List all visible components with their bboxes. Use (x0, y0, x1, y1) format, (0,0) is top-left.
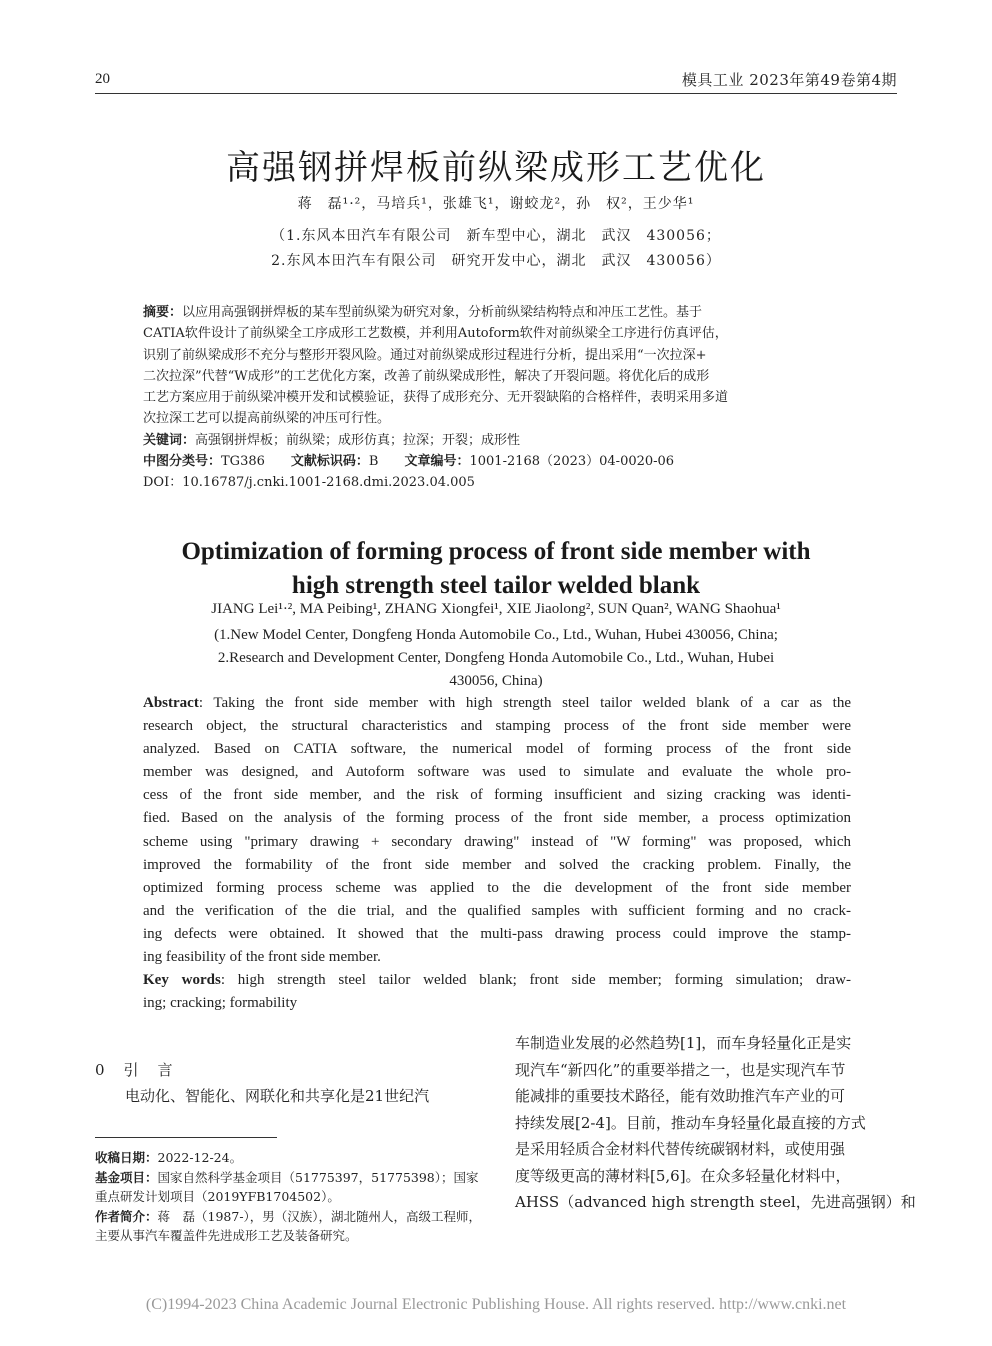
title-en (0, 535, 992, 603)
copyright-footer: (C)1994-2023 China Academic Journal Electronic Publishing House. All rights reserved. http://www.cnki.net (145, 1296, 847, 1313)
keywords-cn-label: 关键词： (143, 432, 196, 448)
body-line: 持续发展[2-4]。目前，推动车身轻量化最直接的方式 (515, 1113, 866, 1132)
abstract-en-line: ing feasibility of the front side member. (143, 949, 381, 966)
affiliation-en-line: (1.New Model Center, Dongfeng Honda Automobile Co., Ltd., Wuhan, Hubei 430056, China; (214, 627, 778, 643)
body-right-text (515, 1030, 916, 1216)
fund-text: 国家自然科学基金项目（51775397，51775398）；国家 (157, 1169, 479, 1185)
body-line: 能减排的重要技术路径，能有效助推汽车产业的可 (515, 1087, 846, 1105)
clc-value: TG386 (221, 454, 265, 470)
abstract-en-line: : Taking the front side member with high strength steel tailor welded blank of a car as the (198, 695, 851, 711)
header-divider (95, 93, 897, 94)
footnote-divider (95, 1137, 277, 1138)
affiliations-en (140, 624, 852, 693)
abstract-en-label: Abstract (143, 695, 199, 711)
abstract-en-line: analyzed. Based on CATIA software, the numerical model of forming process of the front side (143, 741, 851, 758)
body-line: 度等级更高的薄材料[5,6]。在众多轻量化材料中， (515, 1166, 851, 1185)
doi: DOI：10.16787/j.cnki.1001-2168.dmi.2023.04.005 (143, 475, 475, 491)
title-en-line: high strength steel tailor welded blank (291, 572, 701, 599)
body-line: 车制造业发展的必然趋势[1]，而车身轻量化正是实 (515, 1034, 852, 1052)
keywords-en-label: Key words (143, 972, 221, 989)
keywords-en-line: : high strength steel tailor welded blank; front side member; forming simulation; draw- (220, 972, 851, 989)
author-bio-text: 蒋 磊（1987-），男（汉族），湖北随州人，高级工程师， (157, 1208, 482, 1224)
abstract-en-line: improved the formability of the front side member and solved the cracking problem. Finally, the (143, 856, 851, 873)
abstract-en-line: research object, the structural characteristics and stamping process of the front side member were (143, 718, 851, 735)
affiliation-cn-1: （1.东风本田汽车有限公司 新车型中心，湖北 武汉 430056； (271, 228, 721, 244)
affiliation-en-line: 430056, China) (449, 673, 543, 689)
abstract-cn-line: 工艺方案应用于前纵梁冲模开发和试模验证，获得了成形充分、无开裂缺陷的合格样件，表明采用多道 (143, 390, 729, 406)
abstract-en-line: scheme using "primary drawing + secondary drawing" instead of "W forming" was proposed, which (143, 833, 851, 850)
page-number: 20 (95, 71, 110, 87)
section-heading: 0 引 言 (95, 1061, 175, 1079)
body-line: 现汽车“新四化”的重要举措之一，也是实现汽车节 (515, 1060, 846, 1079)
received-label: 收稿日期： (95, 1150, 158, 1165)
classification-line (143, 451, 851, 472)
doc-code-label: 文献标识码： (290, 454, 369, 470)
clc-label: 中图分类号： (143, 454, 222, 470)
abstract-cn-line: 以应用高强钢拼焊板的某车型前纵梁为研究对象，分析前纵梁结构特点和冲压工艺性。基于 (182, 305, 703, 320)
body-left-text: 电动化、智能化、网联化和共享化是21世纪汽 (125, 1087, 430, 1105)
author-bio-label: 作者简介： (95, 1208, 158, 1224)
received-date: 2022-12-24。 (157, 1150, 243, 1165)
fund-label: 基金项目： (95, 1169, 158, 1185)
abstract-cn-line: 二次拉深”代替“W成形”的工艺优化方案，改善了前纵梁成形性，解决了开裂问题。将优化后的成形 (143, 368, 710, 384)
footnotes (95, 1148, 485, 1246)
abstract-en (143, 692, 851, 1015)
abstract-en-line: ing defects were obtained. It showed that the multi-pass drawing process could improve the stamp- (143, 925, 851, 942)
abstract-cn-line: CATIA软件设计了前纵梁全工序成形工艺数模，并利用Autoform软件对前纵梁全工序进行仿真评估， (143, 326, 728, 342)
title-en-line: Optimization of forming process of front side member with (181, 538, 811, 565)
keywords-en-line: ing; cracking; formability (143, 995, 298, 1012)
title-cn: 高强钢拼焊板前纵梁成形工艺优化 (226, 148, 766, 188)
abstract-cn-line: 次拉深工艺可以提高前纵梁的冲压可行性。 (143, 411, 391, 427)
abstract-en-line: and the verification of the die trial, and the qualified samples with sufficient forming and no crack- (143, 902, 851, 919)
abstract-en-line: cess of the front side member, and the risk of forming insufficient and sizing cracking was identi- (143, 787, 851, 804)
journal-info: 模具工业 2023年第49卷第4期 (681, 71, 897, 89)
keywords-cn (143, 430, 851, 451)
authors-en: JIANG Lei¹·², MA Peibing¹, ZHANG Xiongfei¹, XIE Jiaolong², SUN Quan², WANG Shaohua¹ (211, 601, 781, 617)
body-line: 是采用轻质合金材料代替传统碳钢材料，或使用强 (515, 1140, 846, 1158)
abstract-en-line: optimized forming process scheme was applied to the die development of the front side member (143, 879, 851, 896)
abstract-cn-line: 识别了前纵梁成形不充分与整形开裂风险。通过对前纵梁成形过程进行分析，提出采用“一次拉深+ (143, 347, 707, 363)
abstract-en-line: member was designed, and Autoform software was used to simulate and evaluate the whole pro- (143, 764, 851, 781)
abstract-cn-label: 摘要： (143, 305, 183, 320)
article-number-value: 1001-2168（2023）04-0020-06 (469, 454, 675, 470)
abstract-en-line: fied. Based on the analysis of the forming process of the front side member, a process optimization (143, 810, 851, 827)
fund-text: 重点研发计划项目（2019YFB1704502）。 (95, 1189, 340, 1204)
keywords-cn-text: 高强钢拼焊板；前纵梁；成形仿真；拉深；开裂；成形性 (195, 432, 521, 448)
affiliation-en-line: 2.Research and Development Center, Dongfeng Honda Automobile Co., Ltd., Wuhan, Hubei (217, 650, 775, 666)
author-bio-text: 主要从事汽车覆盖件先进成形工艺及装备研究。 (95, 1228, 358, 1243)
affiliation-cn-2: 2.东风本田汽车有限公司 研究开发中心，湖北 武汉 430056） (271, 253, 721, 269)
article-number-label: 文章编号： (404, 454, 470, 470)
authors-cn: 蒋 磊¹·²，马培兵¹，张雄飞¹，谢蛟龙²，孙 权²，王少华¹ (297, 196, 695, 212)
body-line: AHSS（advanced high strength steel，先进高强钢）和 (515, 1193, 916, 1211)
doc-code-value: B (368, 454, 379, 470)
abstract-cn (143, 302, 851, 494)
